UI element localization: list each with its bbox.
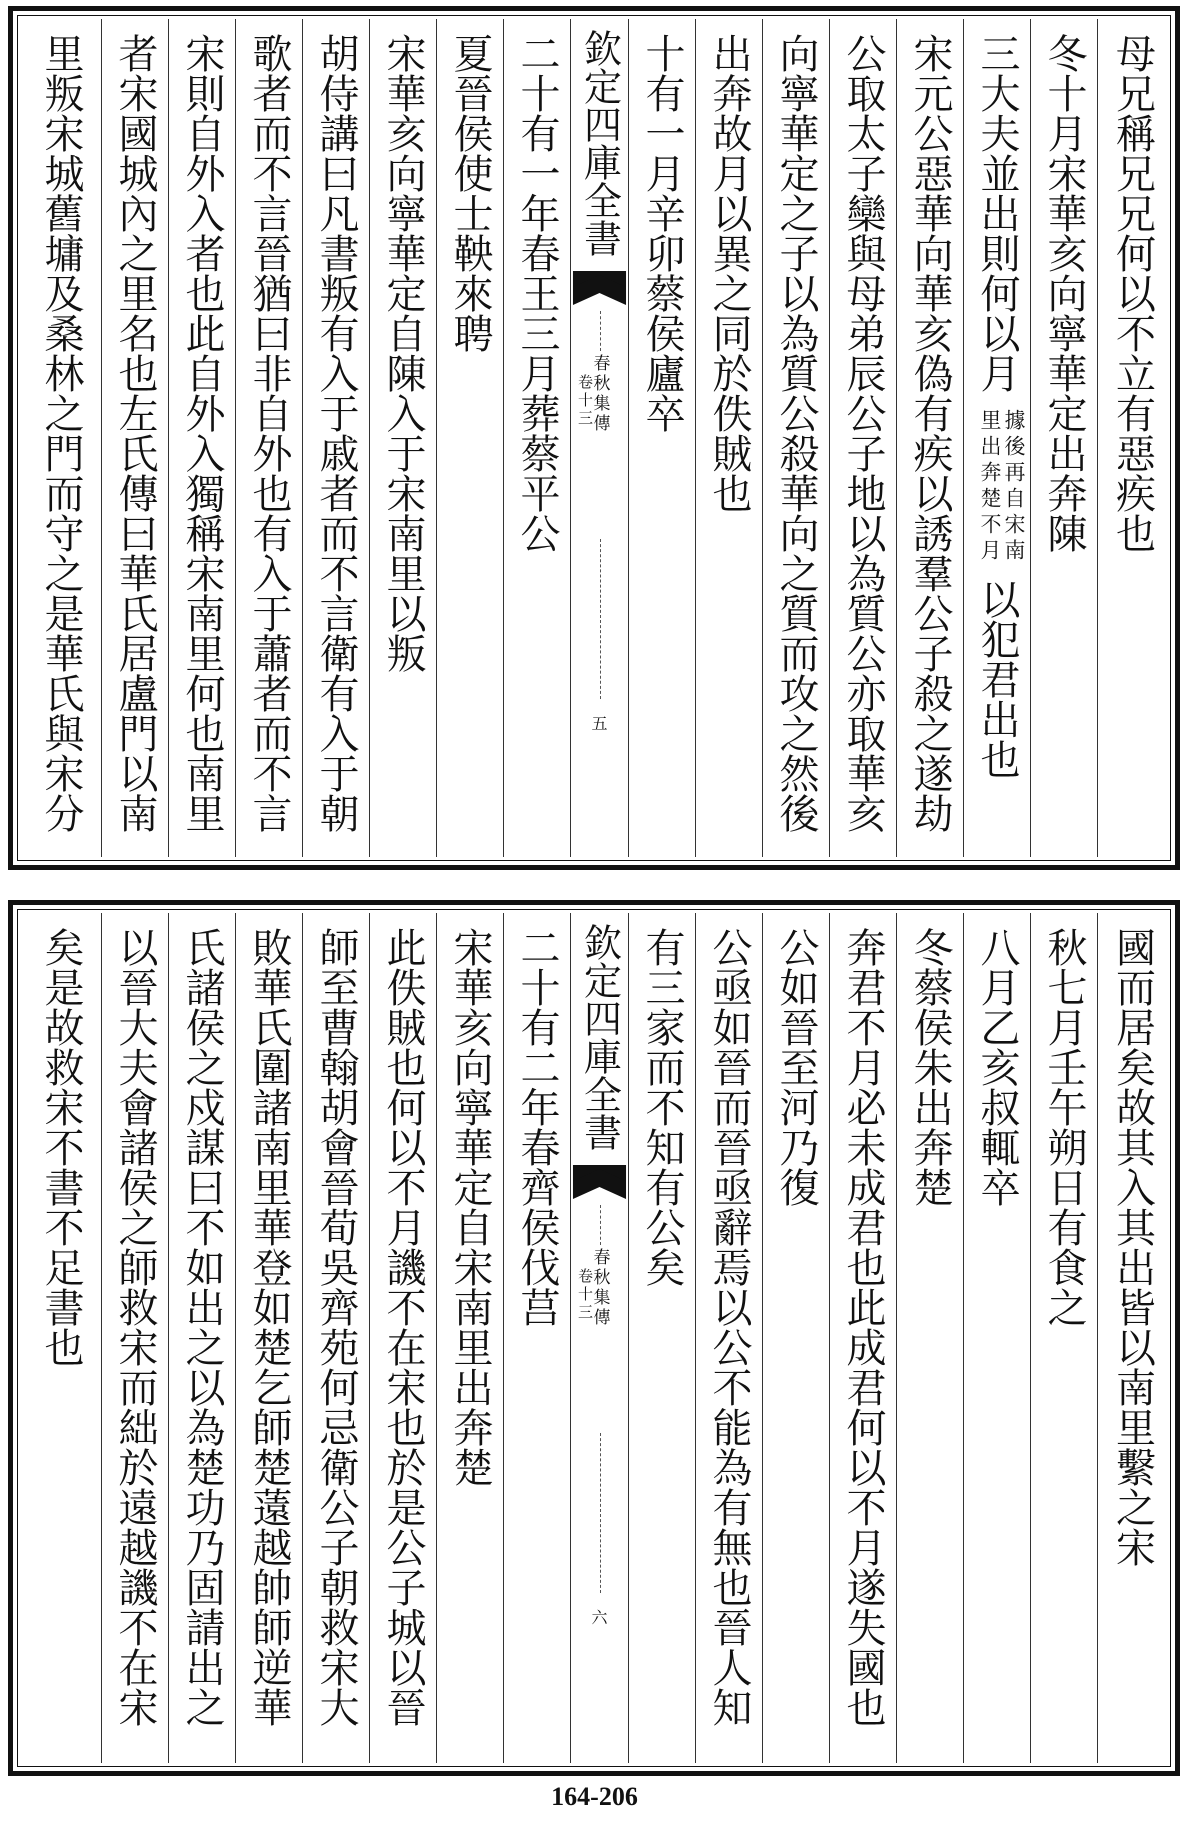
text-column <box>168 19 235 857</box>
text-line: 者宋國城內之里名也左氏傳曰華氏居盧門以南 <box>112 33 158 833</box>
text-column <box>302 19 369 857</box>
text-line: 矣是故救宋不書不足書也 <box>38 927 84 1367</box>
text-column <box>436 913 503 1763</box>
text-line: 有三家而不知有公矣 <box>639 927 685 1287</box>
annotation-pair <box>978 409 1026 565</box>
text-column <box>896 913 963 1763</box>
text-column <box>302 913 369 1763</box>
text-line: 宋則自外入者也此自外入獨稱宋南里何也南里 <box>179 33 225 833</box>
text-column <box>695 19 762 857</box>
text-line: 敗華氏圍諸南里華登如楚乞師楚薳越帥師逆華 <box>246 927 292 1727</box>
book-title: 欽定四庫全書 <box>577 923 622 1151</box>
book-title: 欽定四庫全書 <box>577 29 622 257</box>
text-column <box>21 913 101 1763</box>
text-line: 母兄稱兄兄何以不立有惡疾也 <box>1109 33 1156 553</box>
text-column <box>963 19 1030 857</box>
fold-dash-line <box>600 1433 601 1593</box>
text-line: 里叛宋城舊墉及桑林之門而守之是華氏與宋分 <box>38 33 84 833</box>
bottom-columns <box>21 913 1167 1763</box>
text-line: 胡侍講曰凡書叛有入于戚者而不言衛有入于朝 <box>313 33 359 833</box>
text-column <box>21 19 101 857</box>
text-line: 出奔故月以異之同於佚賊也 <box>706 33 752 513</box>
top-page-frame <box>8 6 1180 870</box>
text-column <box>628 19 695 857</box>
annotation-right: 據後再自宋南 <box>1002 409 1026 565</box>
center-fold-column <box>570 19 628 857</box>
text-column <box>503 19 570 857</box>
text-column <box>101 913 168 1763</box>
leaf-number: 五 <box>591 714 608 733</box>
fold-dash-line <box>600 311 601 351</box>
fishtail-icon <box>571 1163 628 1201</box>
text-line: 公亟如晉而晉亟辭焉以公不能為有無也晉人知 <box>706 927 752 1727</box>
text-line: 國而居矣故其入其出皆以南里繫之宋 <box>1109 927 1156 1567</box>
text-column <box>1097 19 1167 857</box>
text-line: 向寧華定之子以為質公殺華向之質而攻之然後 <box>773 33 819 833</box>
text-column <box>235 19 302 857</box>
fold-dash-line <box>600 1205 601 1245</box>
text-column <box>235 913 302 1763</box>
text-line-tail: 以犯君出也 <box>974 579 1020 779</box>
fishtail-mark-top <box>571 269 628 307</box>
text-column <box>896 19 963 857</box>
text-line: 以晉大夫會諸侯之師救宋而絀於遠越譏不在宋 <box>112 927 158 1727</box>
bottom-page-frame <box>8 900 1180 1776</box>
text-column <box>1030 913 1097 1763</box>
text-column <box>1030 19 1097 857</box>
book-subtitle: 春秋集傳 <box>589 354 610 434</box>
text-line: 二十有二年春齊侯伐莒 <box>514 927 560 1327</box>
text-column <box>829 19 896 857</box>
top-columns <box>21 19 1167 857</box>
text-column <box>369 19 436 857</box>
text-line: 宋華亥向寧華定自宋南里出奔楚 <box>447 927 493 1487</box>
text-column <box>101 19 168 857</box>
leaf-number: 六 <box>591 1608 608 1627</box>
text-line: 冬十月宋華亥向寧華定出奔陳 <box>1041 33 1087 553</box>
text-column <box>695 913 762 1763</box>
fold-dash-line <box>600 539 601 699</box>
text-column <box>963 913 1030 1763</box>
center-fold-column <box>570 913 628 1763</box>
text-column <box>436 19 503 857</box>
text-line: 二十有一年春王三月葬蔡平公 <box>514 33 560 553</box>
text-line: 夏晉侯使士鞅來聘 <box>447 33 493 353</box>
text-line: 十有一月辛卯蔡侯廬卒 <box>639 33 685 433</box>
text-line: 宋元公惡華向華亥偽有疾以誘羣公子殺之遂劫 <box>907 33 953 833</box>
text-line: 此佚賊也何以不月譏不在宋也於是公子城以晉 <box>380 927 426 1727</box>
text-line: 三大夫並出則何以月 <box>974 33 1020 393</box>
text-column <box>829 913 896 1763</box>
text-line: 氏諸侯之戍謀曰不如出之以為楚功乃固請出之 <box>179 927 225 1727</box>
text-line: 師至曹翰胡會晉荀吳齊苑何忌衛公子朝救宋大 <box>313 927 359 1727</box>
text-line: 奔君不月必未成君也此成君何以不月遂失國也 <box>840 927 886 1727</box>
text-column <box>369 913 436 1763</box>
text-column <box>762 19 829 857</box>
text-line: 八月乙亥叔輒卒 <box>974 927 1020 1207</box>
text-column <box>168 913 235 1763</box>
annotation-left: 里出奔楚不月 <box>978 409 1002 565</box>
book-subtitle: 春秋集傳 <box>589 1248 610 1328</box>
text-line: 宋華亥向寧華定自陳入于宋南里以叛 <box>380 33 426 673</box>
text-line: 公取太子欒與母弟辰公子地以為質公亦取華亥 <box>840 33 886 833</box>
volume-label: 卷十三 <box>576 1268 594 1322</box>
volume-label: 卷十三 <box>576 374 594 428</box>
fishtail-icon <box>571 269 628 307</box>
text-column <box>628 913 695 1763</box>
text-column <box>762 913 829 1763</box>
fishtail-mark-top <box>571 1163 628 1201</box>
text-line: 公如晉至河乃復 <box>773 927 819 1207</box>
text-line: 秋七月壬午朔日有食之 <box>1041 927 1087 1327</box>
text-line: 冬蔡侯朱出奔楚 <box>907 927 953 1207</box>
text-column <box>503 913 570 1763</box>
text-line: 歌者而不言晉猶曰非自外也有入于蕭者而不言 <box>246 33 292 833</box>
text-column <box>1097 913 1167 1763</box>
page-number: 164-206 <box>551 1782 638 1811</box>
